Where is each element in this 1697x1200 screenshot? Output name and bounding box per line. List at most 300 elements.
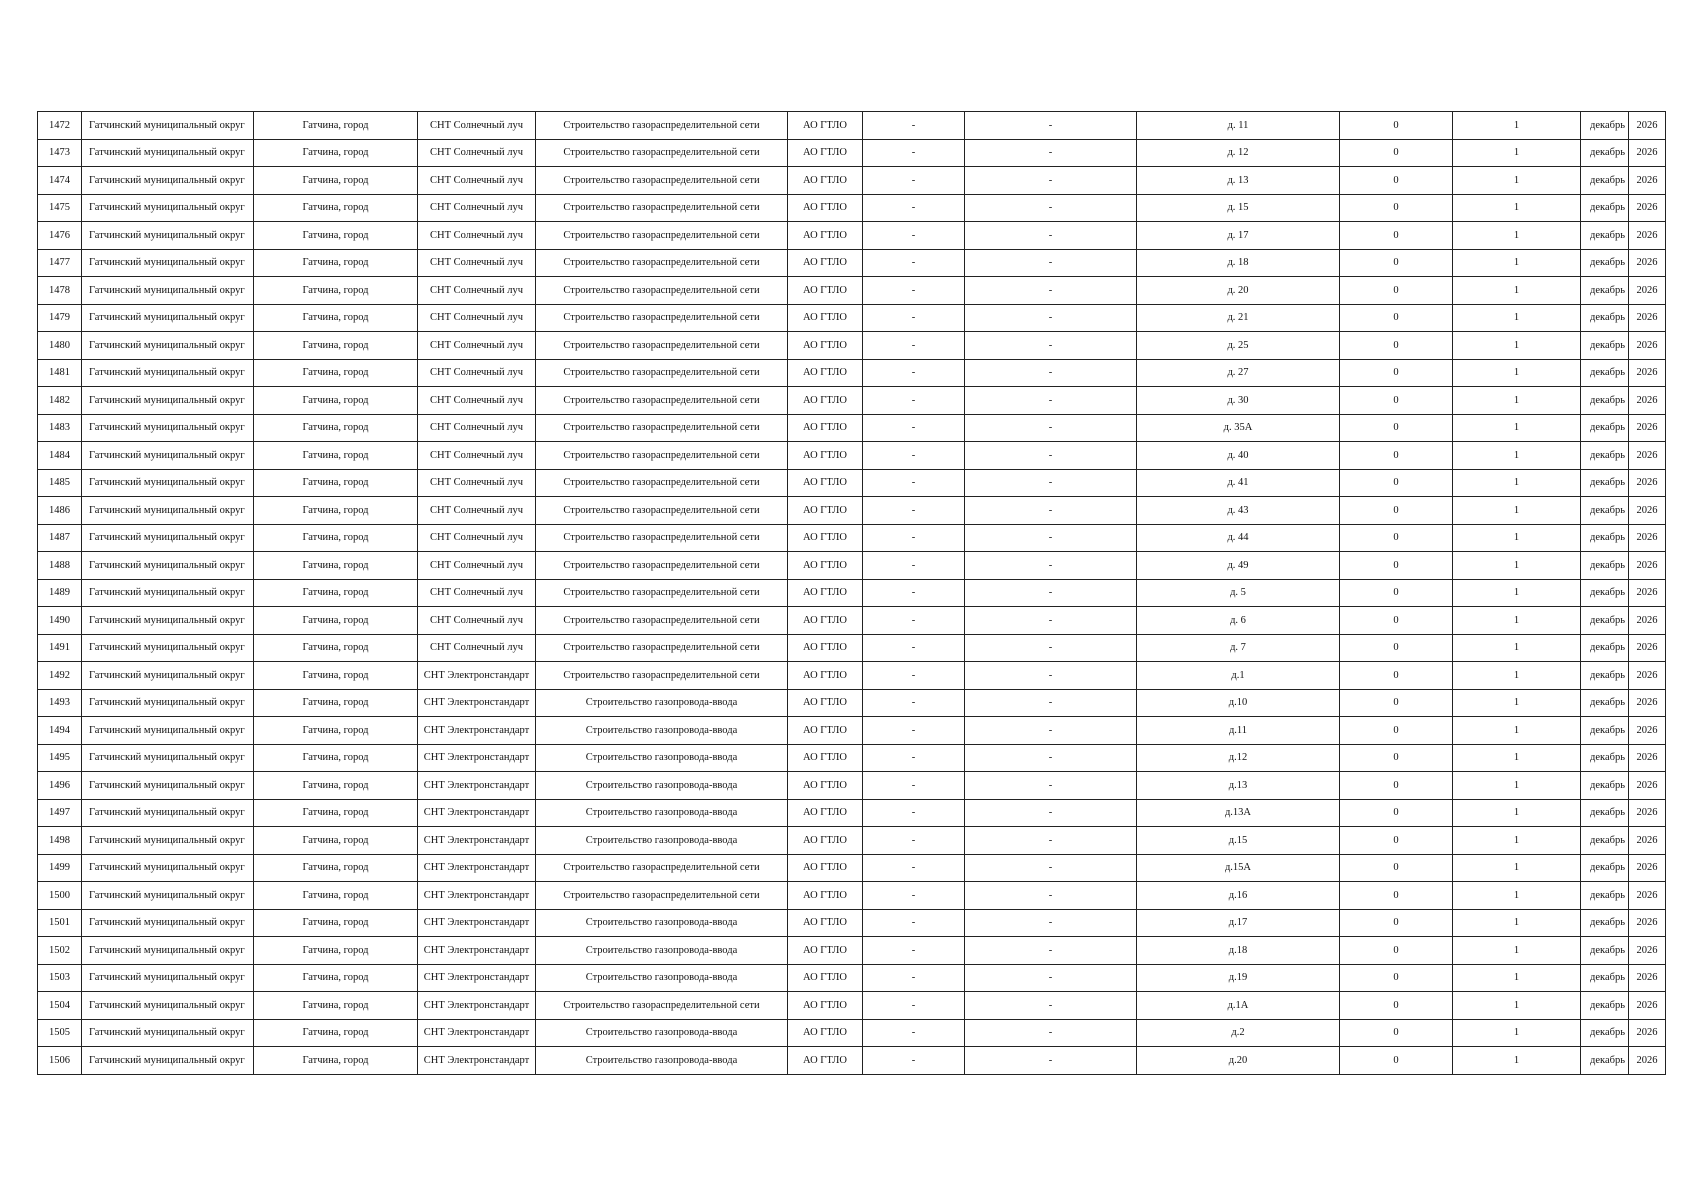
cell-location: СНТ Солнечный луч xyxy=(418,359,536,387)
cell-dash-b: - xyxy=(965,827,1137,855)
cell-dash-a: - xyxy=(863,854,965,882)
cell-dash-a: - xyxy=(863,249,965,277)
cell-settlement: Гатчина, город xyxy=(254,909,418,937)
cell-dash-b: - xyxy=(965,222,1137,250)
cell-month: декабрь xyxy=(1581,552,1629,580)
cell-work-type: Строительство газораспределительной сети xyxy=(536,332,788,360)
cell-value-one: 1 xyxy=(1453,277,1581,305)
cell-row-number: 1482 xyxy=(38,387,82,415)
cell-organization: АО ГТЛО xyxy=(788,249,863,277)
cell-month: декабрь xyxy=(1581,167,1629,195)
cell-dash-a: - xyxy=(863,524,965,552)
cell-house: д.10 xyxy=(1137,689,1340,717)
cell-municipality: Гатчинский муниципальный округ xyxy=(82,442,254,470)
cell-dash-b: - xyxy=(965,524,1137,552)
cell-dash-b: - xyxy=(965,112,1137,140)
cell-year: 2026 xyxy=(1629,964,1666,992)
cell-year: 2026 xyxy=(1629,772,1666,800)
table-row xyxy=(38,112,1666,140)
cell-municipality: Гатчинский муниципальный округ xyxy=(82,414,254,442)
cell-house: д.11 xyxy=(1137,717,1340,745)
cell-value-zero: 0 xyxy=(1340,607,1453,635)
cell-municipality: Гатчинский муниципальный округ xyxy=(82,1019,254,1047)
cell-house: д.17 xyxy=(1137,909,1340,937)
cell-month: декабрь xyxy=(1581,882,1629,910)
cell-value-one: 1 xyxy=(1453,552,1581,580)
cell-settlement: Гатчина, город xyxy=(254,744,418,772)
cell-value-one: 1 xyxy=(1453,772,1581,800)
cell-settlement: Гатчина, город xyxy=(254,799,418,827)
table-row xyxy=(38,937,1666,965)
cell-month: декабрь xyxy=(1581,717,1629,745)
cell-dash-b: - xyxy=(965,854,1137,882)
cell-municipality: Гатчинский муниципальный округ xyxy=(82,277,254,305)
cell-value-zero: 0 xyxy=(1340,222,1453,250)
table-row xyxy=(38,167,1666,195)
cell-dash-b: - xyxy=(965,469,1137,497)
cell-settlement: Гатчина, город xyxy=(254,634,418,662)
cell-value-zero: 0 xyxy=(1340,799,1453,827)
cell-value-one: 1 xyxy=(1453,167,1581,195)
cell-dash-a: - xyxy=(863,359,965,387)
cell-month: декабрь xyxy=(1581,607,1629,635)
cell-value-zero: 0 xyxy=(1340,194,1453,222)
cell-value-zero: 0 xyxy=(1340,827,1453,855)
cell-value-zero: 0 xyxy=(1340,414,1453,442)
cell-location: СНТ Солнечный луч xyxy=(418,167,536,195)
cell-month: декабрь xyxy=(1581,277,1629,305)
table-row xyxy=(38,992,1666,1020)
cell-row-number: 1475 xyxy=(38,194,82,222)
cell-year: 2026 xyxy=(1629,717,1666,745)
cell-work-type: Строительство газопровода-ввода xyxy=(536,717,788,745)
table-row xyxy=(38,469,1666,497)
cell-dash-a: - xyxy=(863,167,965,195)
cell-value-zero: 0 xyxy=(1340,909,1453,937)
cell-year: 2026 xyxy=(1629,854,1666,882)
cell-year: 2026 xyxy=(1629,552,1666,580)
cell-year: 2026 xyxy=(1629,634,1666,662)
cell-municipality: Гатчинский муниципальный округ xyxy=(82,1047,254,1075)
cell-value-one: 1 xyxy=(1453,524,1581,552)
cell-work-type: Строительство газораспределительной сети xyxy=(536,249,788,277)
table-row xyxy=(38,414,1666,442)
cell-settlement: Гатчина, город xyxy=(254,442,418,470)
cell-month: декабрь xyxy=(1581,992,1629,1020)
cell-row-number: 1504 xyxy=(38,992,82,1020)
cell-dash-a: - xyxy=(863,882,965,910)
cell-organization: АО ГТЛО xyxy=(788,359,863,387)
cell-work-type: Строительство газопровода-ввода xyxy=(536,689,788,717)
cell-dash-a: - xyxy=(863,332,965,360)
cell-settlement: Гатчина, город xyxy=(254,387,418,415)
cell-row-number: 1483 xyxy=(38,414,82,442)
cell-work-type: Строительство газораспределительной сети xyxy=(536,854,788,882)
table-row xyxy=(38,139,1666,167)
cell-location: СНТ Солнечный луч xyxy=(418,112,536,140)
registry-table-body xyxy=(38,112,1666,1075)
cell-year: 2026 xyxy=(1629,332,1666,360)
cell-house: д. 13 xyxy=(1137,167,1340,195)
cell-month: декабрь xyxy=(1581,332,1629,360)
cell-month: декабрь xyxy=(1581,1047,1629,1075)
table-row xyxy=(38,249,1666,277)
cell-work-type: Строительство газораспределительной сети xyxy=(536,277,788,305)
cell-organization: АО ГТЛО xyxy=(788,497,863,525)
cell-row-number: 1495 xyxy=(38,744,82,772)
cell-value-zero: 0 xyxy=(1340,1047,1453,1075)
cell-year: 2026 xyxy=(1629,799,1666,827)
cell-work-type: Строительство газораспределительной сети xyxy=(536,442,788,470)
cell-dash-b: - xyxy=(965,194,1137,222)
cell-settlement: Гатчина, город xyxy=(254,717,418,745)
cell-dash-a: - xyxy=(863,414,965,442)
cell-month: декабрь xyxy=(1581,469,1629,497)
cell-work-type: Строительство газораспределительной сети xyxy=(536,579,788,607)
cell-house: д.18 xyxy=(1137,937,1340,965)
cell-row-number: 1499 xyxy=(38,854,82,882)
cell-house: д. 5 xyxy=(1137,579,1340,607)
cell-value-zero: 0 xyxy=(1340,964,1453,992)
cell-settlement: Гатчина, город xyxy=(254,552,418,580)
table-row xyxy=(38,634,1666,662)
cell-work-type: Строительство газораспределительной сети xyxy=(536,524,788,552)
cell-year: 2026 xyxy=(1629,662,1666,690)
cell-organization: АО ГТЛО xyxy=(788,387,863,415)
cell-value-one: 1 xyxy=(1453,332,1581,360)
cell-year: 2026 xyxy=(1629,497,1666,525)
cell-dash-b: - xyxy=(965,992,1137,1020)
cell-value-one: 1 xyxy=(1453,854,1581,882)
cell-work-type: Строительство газораспределительной сети xyxy=(536,882,788,910)
cell-municipality: Гатчинский муниципальный округ xyxy=(82,139,254,167)
cell-row-number: 1485 xyxy=(38,469,82,497)
cell-value-zero: 0 xyxy=(1340,112,1453,140)
cell-dash-a: - xyxy=(863,992,965,1020)
table-row xyxy=(38,304,1666,332)
cell-settlement: Гатчина, город xyxy=(254,139,418,167)
cell-year: 2026 xyxy=(1629,414,1666,442)
cell-row-number: 1491 xyxy=(38,634,82,662)
cell-house: д. 27 xyxy=(1137,359,1340,387)
table-row xyxy=(38,662,1666,690)
table-row xyxy=(38,222,1666,250)
cell-month: декабрь xyxy=(1581,772,1629,800)
cell-settlement: Гатчина, город xyxy=(254,359,418,387)
cell-year: 2026 xyxy=(1629,882,1666,910)
cell-location: СНТ Солнечный луч xyxy=(418,579,536,607)
cell-dash-a: - xyxy=(863,717,965,745)
cell-house: д. 44 xyxy=(1137,524,1340,552)
cell-organization: АО ГТЛО xyxy=(788,579,863,607)
cell-dash-b: - xyxy=(965,1047,1137,1075)
cell-value-one: 1 xyxy=(1453,359,1581,387)
cell-dash-b: - xyxy=(965,744,1137,772)
cell-value-one: 1 xyxy=(1453,579,1581,607)
cell-settlement: Гатчина, город xyxy=(254,222,418,250)
cell-organization: АО ГТЛО xyxy=(788,524,863,552)
cell-year: 2026 xyxy=(1629,744,1666,772)
cell-organization: АО ГТЛО xyxy=(788,552,863,580)
cell-dash-a: - xyxy=(863,964,965,992)
cell-row-number: 1502 xyxy=(38,937,82,965)
cell-year: 2026 xyxy=(1629,992,1666,1020)
cell-location: СНТ Электронстандарт xyxy=(418,662,536,690)
cell-year: 2026 xyxy=(1629,827,1666,855)
cell-organization: АО ГТЛО xyxy=(788,992,863,1020)
cell-dash-b: - xyxy=(965,689,1137,717)
cell-dash-a: - xyxy=(863,112,965,140)
cell-settlement: Гатчина, город xyxy=(254,332,418,360)
cell-location: СНТ Солнечный луч xyxy=(418,222,536,250)
cell-municipality: Гатчинский муниципальный округ xyxy=(82,662,254,690)
cell-work-type: Строительство газораспределительной сети xyxy=(536,992,788,1020)
cell-row-number: 1478 xyxy=(38,277,82,305)
cell-year: 2026 xyxy=(1629,607,1666,635)
table-row xyxy=(38,689,1666,717)
cell-location: СНТ Электронстандарт xyxy=(418,772,536,800)
cell-year: 2026 xyxy=(1629,1047,1666,1075)
cell-settlement: Гатчина, город xyxy=(254,194,418,222)
cell-organization: АО ГТЛО xyxy=(788,827,863,855)
cell-organization: АО ГТЛО xyxy=(788,964,863,992)
cell-settlement: Гатчина, город xyxy=(254,524,418,552)
cell-house: д. 20 xyxy=(1137,277,1340,305)
cell-row-number: 1484 xyxy=(38,442,82,470)
cell-location: СНТ Электронстандарт xyxy=(418,799,536,827)
cell-location: СНТ Электронстандарт xyxy=(418,689,536,717)
cell-value-one: 1 xyxy=(1453,744,1581,772)
cell-municipality: Гатчинский муниципальный округ xyxy=(82,222,254,250)
cell-value-zero: 0 xyxy=(1340,992,1453,1020)
cell-dash-a: - xyxy=(863,662,965,690)
cell-dash-b: - xyxy=(965,167,1137,195)
cell-month: декабрь xyxy=(1581,524,1629,552)
cell-month: декабрь xyxy=(1581,387,1629,415)
cell-value-one: 1 xyxy=(1453,497,1581,525)
cell-value-zero: 0 xyxy=(1340,662,1453,690)
cell-dash-b: - xyxy=(965,964,1137,992)
cell-dash-b: - xyxy=(965,717,1137,745)
cell-location: СНТ Солнечный луч xyxy=(418,332,536,360)
cell-municipality: Гатчинский муниципальный округ xyxy=(82,249,254,277)
cell-house: д. 7 xyxy=(1137,634,1340,662)
cell-dash-b: - xyxy=(965,1019,1137,1047)
cell-dash-b: - xyxy=(965,497,1137,525)
cell-location: СНТ Солнечный луч xyxy=(418,552,536,580)
cell-dash-a: - xyxy=(863,744,965,772)
cell-municipality: Гатчинский муниципальный округ xyxy=(82,772,254,800)
cell-settlement: Гатчина, город xyxy=(254,304,418,332)
cell-house: д. 43 xyxy=(1137,497,1340,525)
cell-work-type: Строительство газораспределительной сети xyxy=(536,387,788,415)
cell-value-one: 1 xyxy=(1453,634,1581,662)
cell-value-one: 1 xyxy=(1453,194,1581,222)
cell-settlement: Гатчина, город xyxy=(254,662,418,690)
cell-month: декабрь xyxy=(1581,194,1629,222)
table-row xyxy=(38,827,1666,855)
cell-dash-b: - xyxy=(965,249,1137,277)
cell-dash-a: - xyxy=(863,497,965,525)
cell-work-type: Строительство газопровода-ввода xyxy=(536,827,788,855)
cell-year: 2026 xyxy=(1629,579,1666,607)
cell-municipality: Гатчинский муниципальный округ xyxy=(82,909,254,937)
cell-location: СНТ Электронстандарт xyxy=(418,937,536,965)
cell-organization: АО ГТЛО xyxy=(788,772,863,800)
cell-work-type: Строительство газопровода-ввода xyxy=(536,744,788,772)
cell-month: декабрь xyxy=(1581,744,1629,772)
cell-value-zero: 0 xyxy=(1340,579,1453,607)
cell-municipality: Гатчинский муниципальный округ xyxy=(82,552,254,580)
cell-year: 2026 xyxy=(1629,469,1666,497)
cell-municipality: Гатчинский муниципальный округ xyxy=(82,882,254,910)
cell-municipality: Гатчинский муниципальный округ xyxy=(82,827,254,855)
cell-organization: АО ГТЛО xyxy=(788,689,863,717)
cell-work-type: Строительство газопровода-ввода xyxy=(536,1047,788,1075)
cell-work-type: Строительство газораспределительной сети xyxy=(536,552,788,580)
cell-organization: АО ГТЛО xyxy=(788,112,863,140)
cell-year: 2026 xyxy=(1629,194,1666,222)
cell-value-one: 1 xyxy=(1453,964,1581,992)
cell-municipality: Гатчинский муниципальный округ xyxy=(82,607,254,635)
cell-organization: АО ГТЛО xyxy=(788,222,863,250)
cell-dash-a: - xyxy=(863,222,965,250)
cell-location: СНТ Электронстандарт xyxy=(418,992,536,1020)
cell-location: СНТ Электронстандарт xyxy=(418,909,536,937)
table-row xyxy=(38,194,1666,222)
cell-location: СНТ Солнечный луч xyxy=(418,139,536,167)
cell-value-zero: 0 xyxy=(1340,772,1453,800)
cell-municipality: Гатчинский муниципальный округ xyxy=(82,992,254,1020)
cell-work-type: Строительство газораспределительной сети xyxy=(536,497,788,525)
cell-value-zero: 0 xyxy=(1340,1019,1453,1047)
cell-house: д. 12 xyxy=(1137,139,1340,167)
cell-municipality: Гатчинский муниципальный округ xyxy=(82,964,254,992)
cell-work-type: Строительство газораспределительной сети xyxy=(536,359,788,387)
cell-value-one: 1 xyxy=(1453,662,1581,690)
cell-row-number: 1494 xyxy=(38,717,82,745)
cell-settlement: Гатчина, город xyxy=(254,827,418,855)
cell-month: декабрь xyxy=(1581,909,1629,937)
cell-value-zero: 0 xyxy=(1340,387,1453,415)
cell-value-zero: 0 xyxy=(1340,304,1453,332)
cell-location: СНТ Электронстандарт xyxy=(418,964,536,992)
cell-value-one: 1 xyxy=(1453,249,1581,277)
cell-organization: АО ГТЛО xyxy=(788,304,863,332)
cell-work-type: Строительство газопровода-ввода xyxy=(536,937,788,965)
cell-row-number: 1490 xyxy=(38,607,82,635)
cell-row-number: 1487 xyxy=(38,524,82,552)
cell-year: 2026 xyxy=(1629,937,1666,965)
cell-location: СНТ Солнечный луч xyxy=(418,469,536,497)
cell-row-number: 1486 xyxy=(38,497,82,525)
cell-location: СНТ Солнечный луч xyxy=(418,607,536,635)
cell-value-one: 1 xyxy=(1453,827,1581,855)
cell-row-number: 1477 xyxy=(38,249,82,277)
cell-settlement: Гатчина, город xyxy=(254,607,418,635)
cell-row-number: 1500 xyxy=(38,882,82,910)
cell-settlement: Гатчина, город xyxy=(254,497,418,525)
cell-location: СНТ Солнечный луч xyxy=(418,524,536,552)
cell-month: декабрь xyxy=(1581,689,1629,717)
table-row xyxy=(38,1019,1666,1047)
cell-organization: АО ГТЛО xyxy=(788,1047,863,1075)
table-row xyxy=(38,744,1666,772)
cell-year: 2026 xyxy=(1629,442,1666,470)
cell-house: д.15А xyxy=(1137,854,1340,882)
cell-value-one: 1 xyxy=(1453,689,1581,717)
cell-value-one: 1 xyxy=(1453,992,1581,1020)
cell-dash-b: - xyxy=(965,634,1137,662)
cell-month: декабрь xyxy=(1581,359,1629,387)
cell-work-type: Строительство газораспределительной сети xyxy=(536,414,788,442)
cell-location: СНТ Электронстандарт xyxy=(418,854,536,882)
cell-dash-a: - xyxy=(863,1019,965,1047)
cell-month: декабрь xyxy=(1581,304,1629,332)
cell-row-number: 1480 xyxy=(38,332,82,360)
cell-value-one: 1 xyxy=(1453,882,1581,910)
cell-dash-b: - xyxy=(965,332,1137,360)
cell-organization: АО ГТЛО xyxy=(788,634,863,662)
cell-settlement: Гатчина, город xyxy=(254,882,418,910)
cell-house: д.2 xyxy=(1137,1019,1340,1047)
cell-organization: АО ГТЛО xyxy=(788,442,863,470)
cell-value-one: 1 xyxy=(1453,1019,1581,1047)
cell-work-type: Строительство газопровода-ввода xyxy=(536,1019,788,1047)
cell-work-type: Строительство газораспределительной сети xyxy=(536,139,788,167)
cell-house: д. 15 xyxy=(1137,194,1340,222)
cell-value-one: 1 xyxy=(1453,442,1581,470)
cell-value-one: 1 xyxy=(1453,139,1581,167)
cell-dash-a: - xyxy=(863,1047,965,1075)
cell-work-type: Строительство газораспределительной сети xyxy=(536,607,788,635)
cell-value-zero: 0 xyxy=(1340,689,1453,717)
cell-row-number: 1497 xyxy=(38,799,82,827)
cell-month: декабрь xyxy=(1581,497,1629,525)
cell-value-one: 1 xyxy=(1453,909,1581,937)
cell-row-number: 1476 xyxy=(38,222,82,250)
cell-organization: АО ГТЛО xyxy=(788,937,863,965)
cell-dash-a: - xyxy=(863,799,965,827)
cell-organization: АО ГТЛО xyxy=(788,717,863,745)
cell-row-number: 1489 xyxy=(38,579,82,607)
cell-year: 2026 xyxy=(1629,387,1666,415)
cell-house: д.16 xyxy=(1137,882,1340,910)
cell-house: д.1А xyxy=(1137,992,1340,1020)
cell-month: декабрь xyxy=(1581,579,1629,607)
cell-dash-b: - xyxy=(965,909,1137,937)
registry-table xyxy=(37,111,1666,1075)
cell-municipality: Гатчинский муниципальный округ xyxy=(82,744,254,772)
cell-house: д. 30 xyxy=(1137,387,1340,415)
table-row xyxy=(38,359,1666,387)
cell-municipality: Гатчинский муниципальный округ xyxy=(82,937,254,965)
cell-house: д. 18 xyxy=(1137,249,1340,277)
cell-location: СНТ Электронстандарт xyxy=(418,1047,536,1075)
cell-work-type: Строительство газораспределительной сети xyxy=(536,194,788,222)
table-row xyxy=(38,854,1666,882)
cell-settlement: Гатчина, город xyxy=(254,112,418,140)
cell-organization: АО ГТЛО xyxy=(788,909,863,937)
cell-work-type: Строительство газораспределительной сети xyxy=(536,222,788,250)
cell-house: д. 6 xyxy=(1137,607,1340,635)
cell-settlement: Гатчина, город xyxy=(254,992,418,1020)
cell-settlement: Гатчина, город xyxy=(254,414,418,442)
cell-month: декабрь xyxy=(1581,662,1629,690)
cell-row-number: 1506 xyxy=(38,1047,82,1075)
cell-dash-a: - xyxy=(863,442,965,470)
cell-work-type: Строительство газораспределительной сети xyxy=(536,112,788,140)
